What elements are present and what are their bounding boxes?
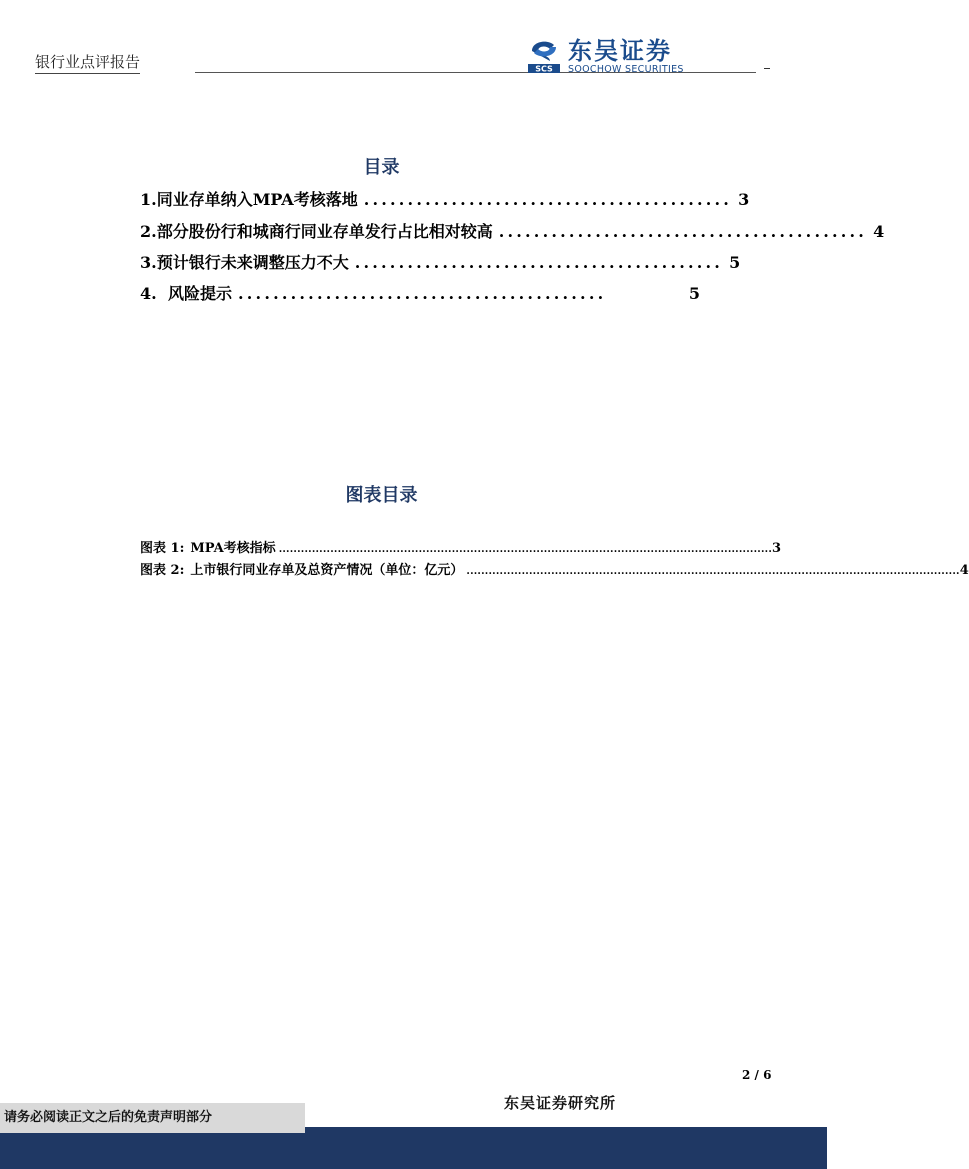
logo-chinese-name: 东吴证券: [568, 37, 672, 65]
toc-entry-page: 5: [729, 253, 741, 272]
toc-entry-page: 5: [688, 284, 700, 303]
company-logo: [528, 37, 698, 77]
figure-entry-page: 3: [772, 541, 782, 556]
toc-entry-page: 3: [738, 190, 750, 209]
figure-entry-label: 图表 2:: [140, 563, 185, 578]
top-dash: [764, 68, 770, 69]
toc-leader-dots: ..........................................: [498, 222, 868, 241]
toc-entry-number: 3.: [140, 253, 157, 272]
figure-entry-text: 上市银行同业存单及总资产情况（单位：亿元）: [190, 563, 464, 578]
disclaimer-banner: 请务必阅读正文之后的免责声明部分: [0, 1103, 305, 1133]
figure-entry-label: 图表 1:: [140, 541, 185, 556]
toc-entry[interactable]: [140, 281, 700, 305]
institute-name: 东吴证券研究所: [504, 1094, 617, 1112]
toc-entry-number: 4.: [140, 284, 157, 303]
figure-toc-entry[interactable]: [140, 537, 782, 557]
figure-leader-dots: ......................................................................................................................................: [466, 566, 960, 577]
figure-leader-dots: ......................................................................................................................................: [278, 544, 773, 555]
toc-entry-text: 风险提示: [168, 284, 233, 303]
toc-entry-text: 部分股份行和城商行同业存单发行占比相对较高: [156, 222, 493, 241]
logo-mark-text: SCS: [535, 64, 553, 74]
figure-entry-text: MPA考核指标: [190, 541, 276, 556]
figure-toc-title: 图表目录: [345, 485, 418, 506]
soochow-logo-icon: [528, 37, 560, 73]
toc-entry[interactable]: [140, 187, 750, 211]
toc-entry-text: 同业存单纳入MPA考核落地: [156, 190, 358, 209]
toc-leader-dots: ..........................................: [363, 190, 733, 209]
toc-entry-number: 2.: [140, 222, 157, 241]
report-type: 银行业点评报告: [35, 51, 140, 74]
toc-entry[interactable]: [140, 219, 885, 243]
figure-entry-page: 4: [959, 563, 969, 578]
logo-english-name: SOOCHOW SECURITIES: [568, 64, 684, 75]
toc-leader-dots: ..........................................: [354, 253, 724, 272]
toc-entry-number: 1.: [140, 190, 157, 209]
figure-toc-entry[interactable]: [140, 559, 969, 579]
toc-entry[interactable]: [140, 250, 741, 274]
page-number: 2 / 6: [742, 1068, 772, 1082]
toc-entry-text: 预计银行未来调整压力不大: [156, 253, 349, 272]
toc-entry-page: 4: [873, 222, 885, 241]
toc-leader-dots: ..........................................: [238, 284, 607, 303]
toc-title: 目录: [363, 157, 400, 178]
footer-band: [0, 1133, 827, 1169]
